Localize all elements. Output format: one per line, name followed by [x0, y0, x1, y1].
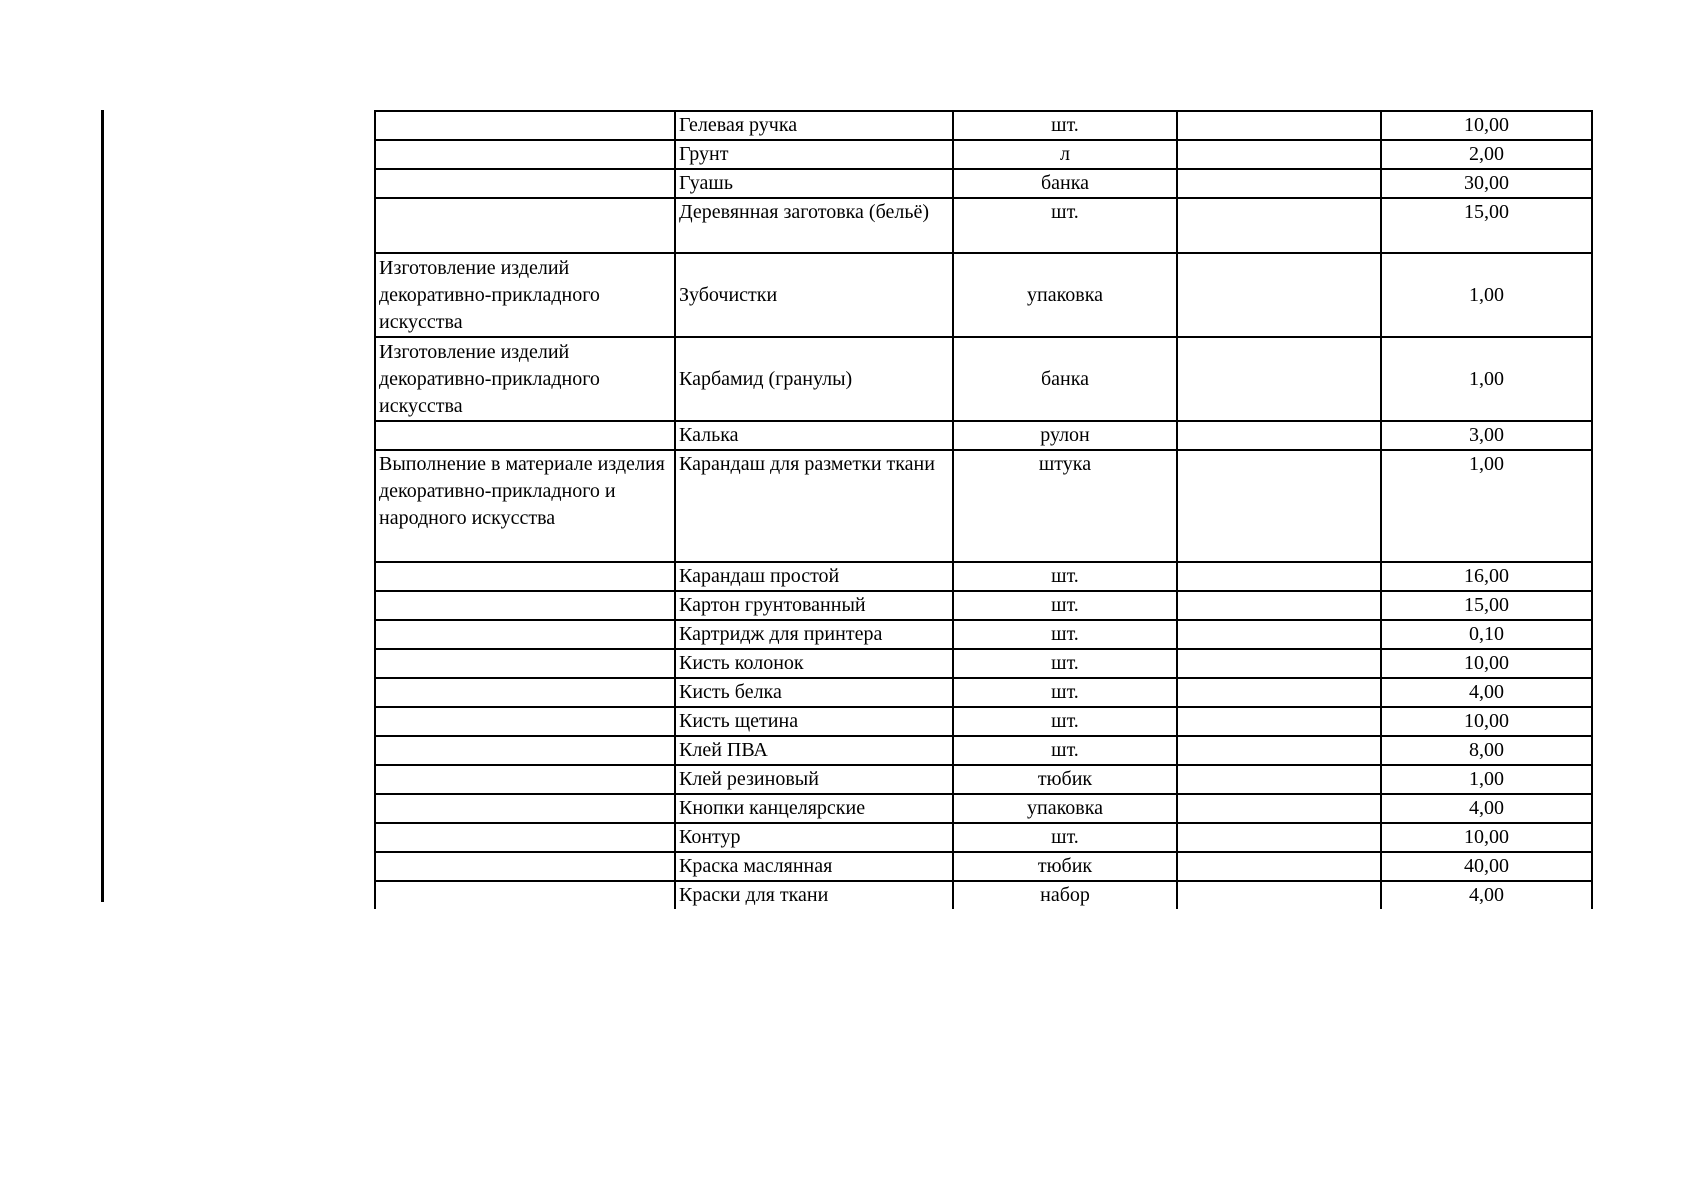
table-row [375, 649, 1592, 678]
unit-cell: шт. [953, 678, 1177, 707]
quantity-cell: 4,00 [1381, 794, 1592, 823]
quantity-cell: 16,00 [1381, 562, 1592, 591]
blank-cell [1177, 794, 1381, 823]
quantity-cell: 8,00 [1381, 736, 1592, 765]
unit-cell: банка [953, 169, 1177, 198]
unit-cell: шт. [953, 823, 1177, 852]
unit-cell: тюбик [953, 765, 1177, 794]
quantity-cell: 40,00 [1381, 852, 1592, 881]
item-name-cell: Кисть щетина [675, 707, 953, 736]
quantity-cell: 10,00 [1381, 111, 1592, 140]
item-name-cell: Карандаш простой [675, 562, 953, 591]
activity-cell [375, 765, 675, 794]
blank-cell [1177, 823, 1381, 852]
quantity-cell: 4,00 [1381, 678, 1592, 707]
item-name-cell: Зубочистки [675, 253, 953, 337]
table-row [375, 140, 1592, 169]
table-row [375, 253, 1592, 337]
table-row [375, 794, 1592, 823]
unit-cell: шт. [953, 620, 1177, 649]
unit-cell: рулон [953, 421, 1177, 450]
quantity-cell: 15,00 [1381, 198, 1592, 253]
blank-cell [1177, 140, 1381, 169]
item-name-cell: Гелевая ручка [675, 111, 953, 140]
unit-cell: банка [953, 337, 1177, 421]
table-row [375, 765, 1592, 794]
materials-table-body [375, 111, 1592, 909]
table-row [375, 198, 1592, 253]
quantity-cell: 1,00 [1381, 253, 1592, 337]
activity-cell: Изготовление изделий декоративно-прикладного искусства [375, 253, 675, 337]
quantity-cell: 10,00 [1381, 823, 1592, 852]
blank-cell [1177, 169, 1381, 198]
activity-cell [375, 707, 675, 736]
activity-cell [375, 823, 675, 852]
item-name-cell: Контур [675, 823, 953, 852]
item-name-cell: Клей ПВА [675, 736, 953, 765]
activity-cell [375, 111, 675, 140]
blank-cell [1177, 421, 1381, 450]
table-row [375, 881, 1592, 909]
table-row [375, 111, 1592, 140]
activity-cell [375, 881, 675, 909]
quantity-cell: 1,00 [1381, 765, 1592, 794]
activity-cell [375, 169, 675, 198]
table-row [375, 852, 1592, 881]
table-row [375, 620, 1592, 649]
unit-cell: шт. [953, 736, 1177, 765]
blank-cell [1177, 591, 1381, 620]
blank-cell [1177, 881, 1381, 909]
quantity-cell: 4,00 [1381, 881, 1592, 909]
blank-cell [1177, 253, 1381, 337]
unit-cell: штука [953, 450, 1177, 562]
activity-cell [375, 678, 675, 707]
unit-cell: л [953, 140, 1177, 169]
activity-cell [375, 421, 675, 450]
quantity-cell: 0,10 [1381, 620, 1592, 649]
item-name-cell: Краска маслянная [675, 852, 953, 881]
quantity-cell: 3,00 [1381, 421, 1592, 450]
quantity-cell: 15,00 [1381, 591, 1592, 620]
table-row [375, 823, 1592, 852]
blank-cell [1177, 852, 1381, 881]
blank-cell [1177, 198, 1381, 253]
left-margin-rule [101, 110, 104, 902]
blank-cell [1177, 337, 1381, 421]
table-row [375, 707, 1592, 736]
activity-cell [375, 736, 675, 765]
item-name-cell: Деревянная заготовка (бельё) [675, 198, 953, 253]
quantity-cell: 1,00 [1381, 450, 1592, 562]
item-name-cell: Кисть колонок [675, 649, 953, 678]
quantity-cell: 1,00 [1381, 337, 1592, 421]
item-name-cell: Карбамид (гранулы) [675, 337, 953, 421]
quantity-cell: 10,00 [1381, 649, 1592, 678]
unit-cell: набор [953, 881, 1177, 909]
activity-cell: Выполнение в материале изделия декоративно-прикладного и народного искусства [375, 450, 675, 562]
blank-cell [1177, 562, 1381, 591]
quantity-cell: 30,00 [1381, 169, 1592, 198]
blank-cell [1177, 678, 1381, 707]
table-row [375, 169, 1592, 198]
table-row [375, 562, 1592, 591]
item-name-cell: Кисть белка [675, 678, 953, 707]
unit-cell: шт. [953, 562, 1177, 591]
item-name-cell: Краски для ткани [675, 881, 953, 909]
activity-cell [375, 649, 675, 678]
blank-cell [1177, 111, 1381, 140]
item-name-cell: Картон грунтованный [675, 591, 953, 620]
item-name-cell: Кнопки канцелярские [675, 794, 953, 823]
unit-cell: упаковка [953, 794, 1177, 823]
item-name-cell: Карандаш для разметки ткани [675, 450, 953, 562]
activity-cell [375, 852, 675, 881]
table-row [375, 678, 1592, 707]
item-name-cell: Грунт [675, 140, 953, 169]
table-row [375, 450, 1592, 562]
activity-cell [375, 794, 675, 823]
unit-cell: шт. [953, 111, 1177, 140]
blank-cell [1177, 736, 1381, 765]
unit-cell: шт. [953, 649, 1177, 678]
table-row [375, 337, 1592, 421]
blank-cell [1177, 765, 1381, 794]
quantity-cell: 10,00 [1381, 707, 1592, 736]
activity-cell [375, 620, 675, 649]
unit-cell: упаковка [953, 253, 1177, 337]
table-row [375, 591, 1592, 620]
item-name-cell: Калька [675, 421, 953, 450]
table-row [375, 736, 1592, 765]
unit-cell: шт. [953, 198, 1177, 253]
item-name-cell: Гуашь [675, 169, 953, 198]
unit-cell: шт. [953, 707, 1177, 736]
blank-cell [1177, 450, 1381, 562]
quantity-cell: 2,00 [1381, 140, 1592, 169]
blank-cell [1177, 649, 1381, 678]
activity-cell: Изготовление изделий декоративно-прикладного искусства [375, 337, 675, 421]
table-row [375, 421, 1592, 450]
activity-cell [375, 140, 675, 169]
unit-cell: шт. [953, 591, 1177, 620]
item-name-cell: Картридж для принтера [675, 620, 953, 649]
blank-cell [1177, 620, 1381, 649]
activity-cell [375, 198, 675, 253]
item-name-cell: Клей резиновый [675, 765, 953, 794]
materials-table [374, 110, 1593, 909]
unit-cell: тюбик [953, 852, 1177, 881]
blank-cell [1177, 707, 1381, 736]
activity-cell [375, 591, 675, 620]
activity-cell [375, 562, 675, 591]
